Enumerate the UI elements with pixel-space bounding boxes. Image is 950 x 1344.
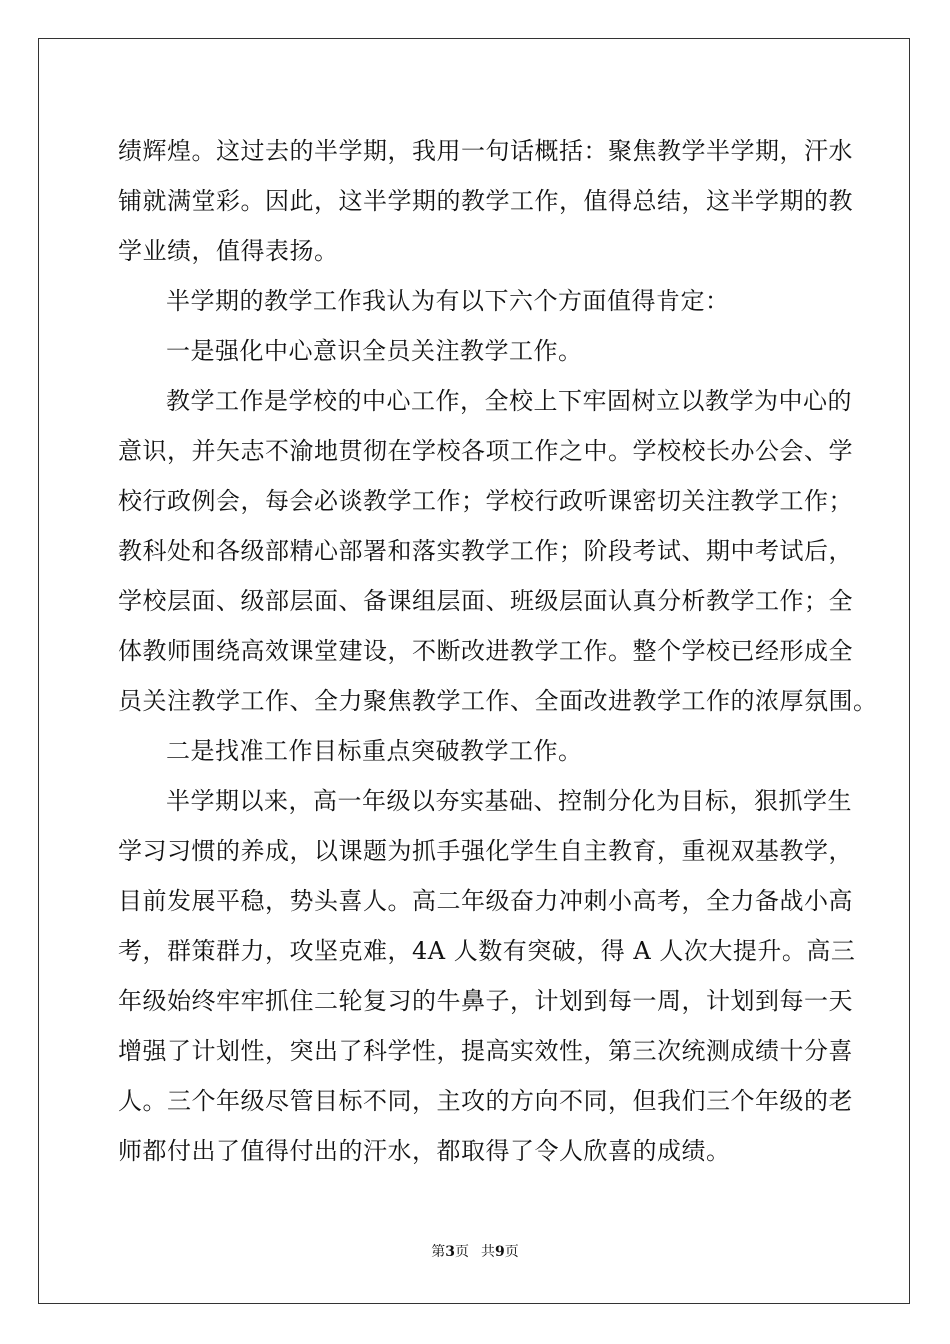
page-current: 3 [445, 1244, 455, 1260]
text-line: 半学期的教学工作我认为有以下六个方面值得肯定： [166, 287, 730, 315]
text-line: 考，群策群力，攻坚克难，4A 人数有突破，得 A 人次大提升。高三 [118, 937, 856, 965]
text-line: 增强了计划性，突出了科学性，提高实效性，第三次统测成绩十分喜 [118, 1037, 853, 1065]
text-line: 学校层面、级部层面、备课组层面、班级层面认真分析教学工作；全 [118, 587, 853, 615]
page-total: 9 [495, 1244, 505, 1260]
text-line: 年级始终牢牢抓住二轮复习的牛鼻子，计划到每一周，计划到每一天 [118, 987, 853, 1015]
text-line: 校行政例会，每会必谈教学工作；学校行政听课密切关注教学工作； [118, 487, 853, 515]
text-line: 意识，并矢志不渝地贯彻在学校各项工作之中。学校校长办公会、学 [118, 437, 853, 465]
text-line: 人。三个年级尽管目标不同，主攻的方向不同，但我们三个年级的老 [118, 1087, 853, 1115]
document-body [118, 126, 878, 1176]
text-line: 师都付出了值得付出的汗水，都取得了令人欣喜的成绩。 [118, 1137, 731, 1165]
total-suffix: 页 [504, 1244, 519, 1260]
text-line: 绩辉煌。这过去的半学期，我用一句话概括：聚焦教学半学期，汗水 [118, 137, 853, 165]
page-footer [0, 1241, 950, 1261]
text-line: 学习习惯的养成，以课题为抓手强化学生自主教育，重视双基教学， [118, 837, 853, 865]
text-line: 半学期以来，高一年级以夯实基础、控制分化为目标，狠抓学生 [166, 787, 852, 815]
text-line: 一是强化中心意识全员关注教学工作。 [166, 337, 583, 365]
text-line: 教科处和各级部精心部署和落实教学工作；阶段考试、期中考试后， [118, 537, 853, 565]
text-line: 员关注教学工作、全力聚焦教学工作、全面改进教学工作的浓厚氛围。 [118, 687, 878, 715]
text-line: 体教师围绕高效课堂建设，不断改进教学工作。整个学校已经形成全 [118, 637, 853, 665]
text-line: 二是找准工作目标重点突破教学工作。 [166, 737, 583, 765]
text-line: 学业绩，值得表扬。 [118, 237, 339, 265]
page-suffix: 页 [455, 1244, 469, 1260]
text-line: 铺就满堂彩。因此，这半学期的教学工作，值得总结，这半学期的教 [118, 187, 853, 215]
text-line: 教学工作是学校的中心工作，全校上下牢固树立以教学为中心的 [166, 387, 852, 415]
page-prefix: 第 [431, 1244, 446, 1260]
total-prefix: 共 [481, 1244, 495, 1260]
text-line: 目前发展平稳，势头喜人。高二年级奋力冲刺小高考，全力备战小高 [118, 887, 853, 915]
